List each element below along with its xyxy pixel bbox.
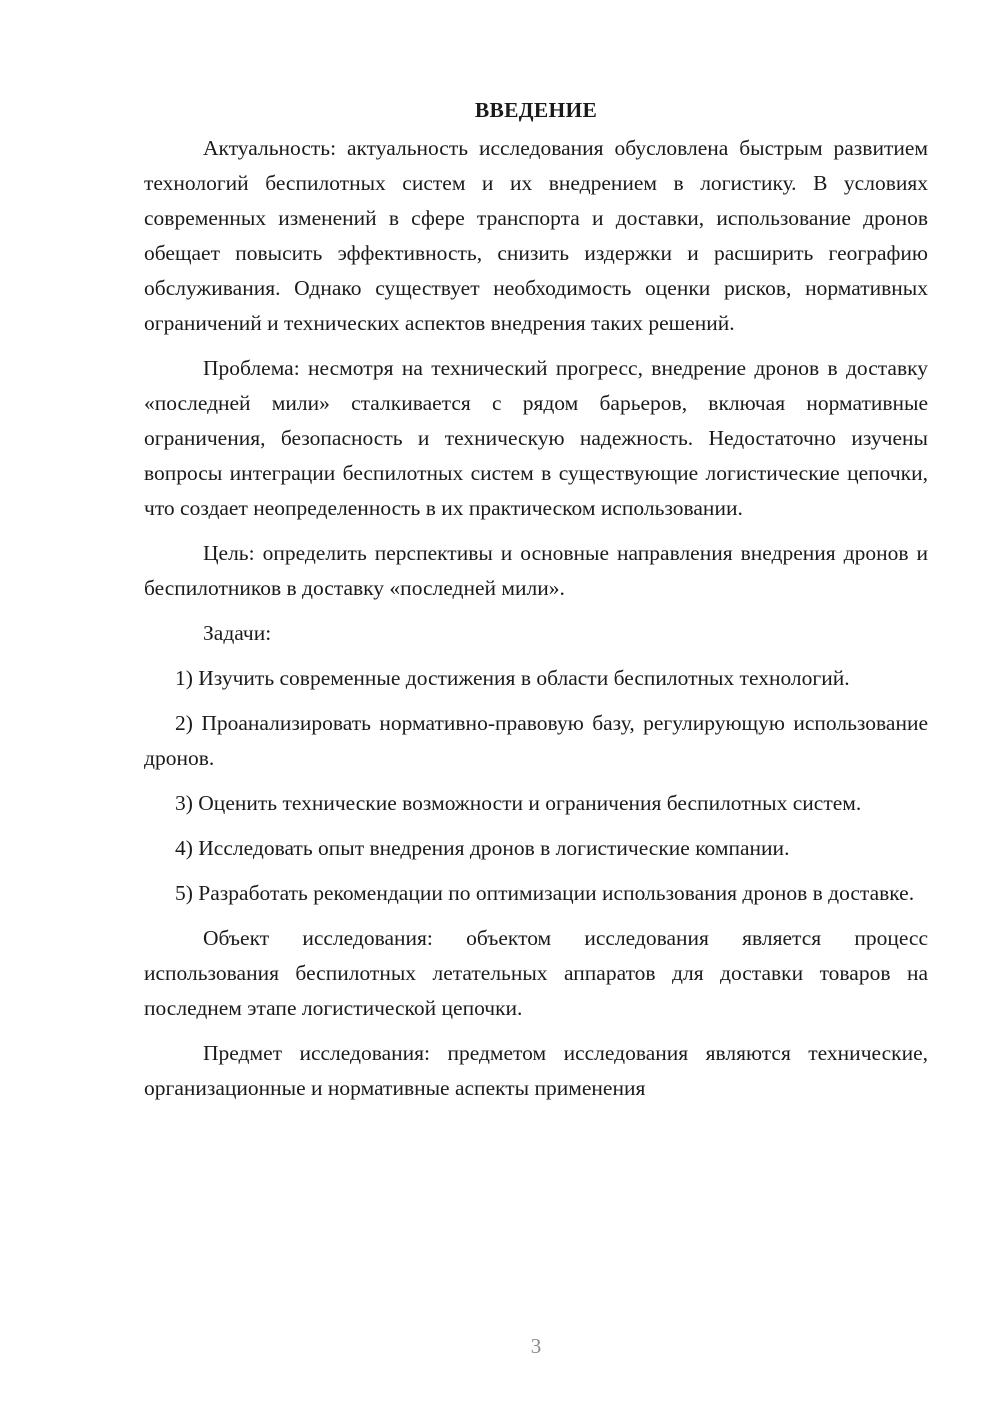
- object-paragraph: Объект исследования: объектом исследования является процесс использования беспилотных летательных аппаратов для доставки товаров на последнем этапе логистической цепочки.: [144, 926, 928, 1020]
- task-item: 4) Исследовать опыт внедрения дронов в логистические компании.: [175, 836, 790, 860]
- goal-paragraph: Цель: определить перспективы и основные направления внедрения дронов и беспилотников в доставку «последней мили».: [144, 541, 928, 600]
- tasks-heading: Задачи:: [203, 621, 272, 645]
- task-item: 5) Разработать рекомендации по оптимизации использования дронов в доставке.: [175, 881, 915, 905]
- page-number: 3: [530, 1334, 542, 1358]
- relevance-paragraph: Актуальность: актуальность исследования обусловлена быстрым развитием технологий беспилотных систем и их внедрением в логистику. В условиях современных изменений в сфере транспорта и доставки, использование дронов обещает повысить эффективность, снизить издержки и расширить географию обслуживания. Однако существует необходимость оценки рисков, нормативных ограничений и технических аспектов внедрения таких решений.: [144, 136, 928, 335]
- section-heading: ВВЕДЕНИЕ: [474, 98, 598, 122]
- subject-paragraph: Предмет исследования: предметом исследования являются технические, организационные и нормативные аспекты применения: [144, 1041, 928, 1100]
- task-item: 1) Изучить современные достижения в области беспилотных технологий.: [175, 666, 850, 690]
- page-content: [144, 96, 928, 1106]
- task-item: 2) Проанализировать нормативно-правовую базу, регулирующую использование дронов.: [144, 711, 928, 770]
- problem-paragraph: Проблема: несмотря на технический прогресс, внедрение дронов в доставку «последней мили» сталкивается с рядом барьеров, включая нормативные ограничения, безопасность и техническую надежность. Недостаточно изучены вопросы интеграции беспилотных систем в существующие логистические цепочки, что создает неопределенность в их практическом использовании.: [144, 356, 928, 520]
- task-item: 3) Оценить технические возможности и ограничения беспилотных систем.: [175, 791, 862, 815]
